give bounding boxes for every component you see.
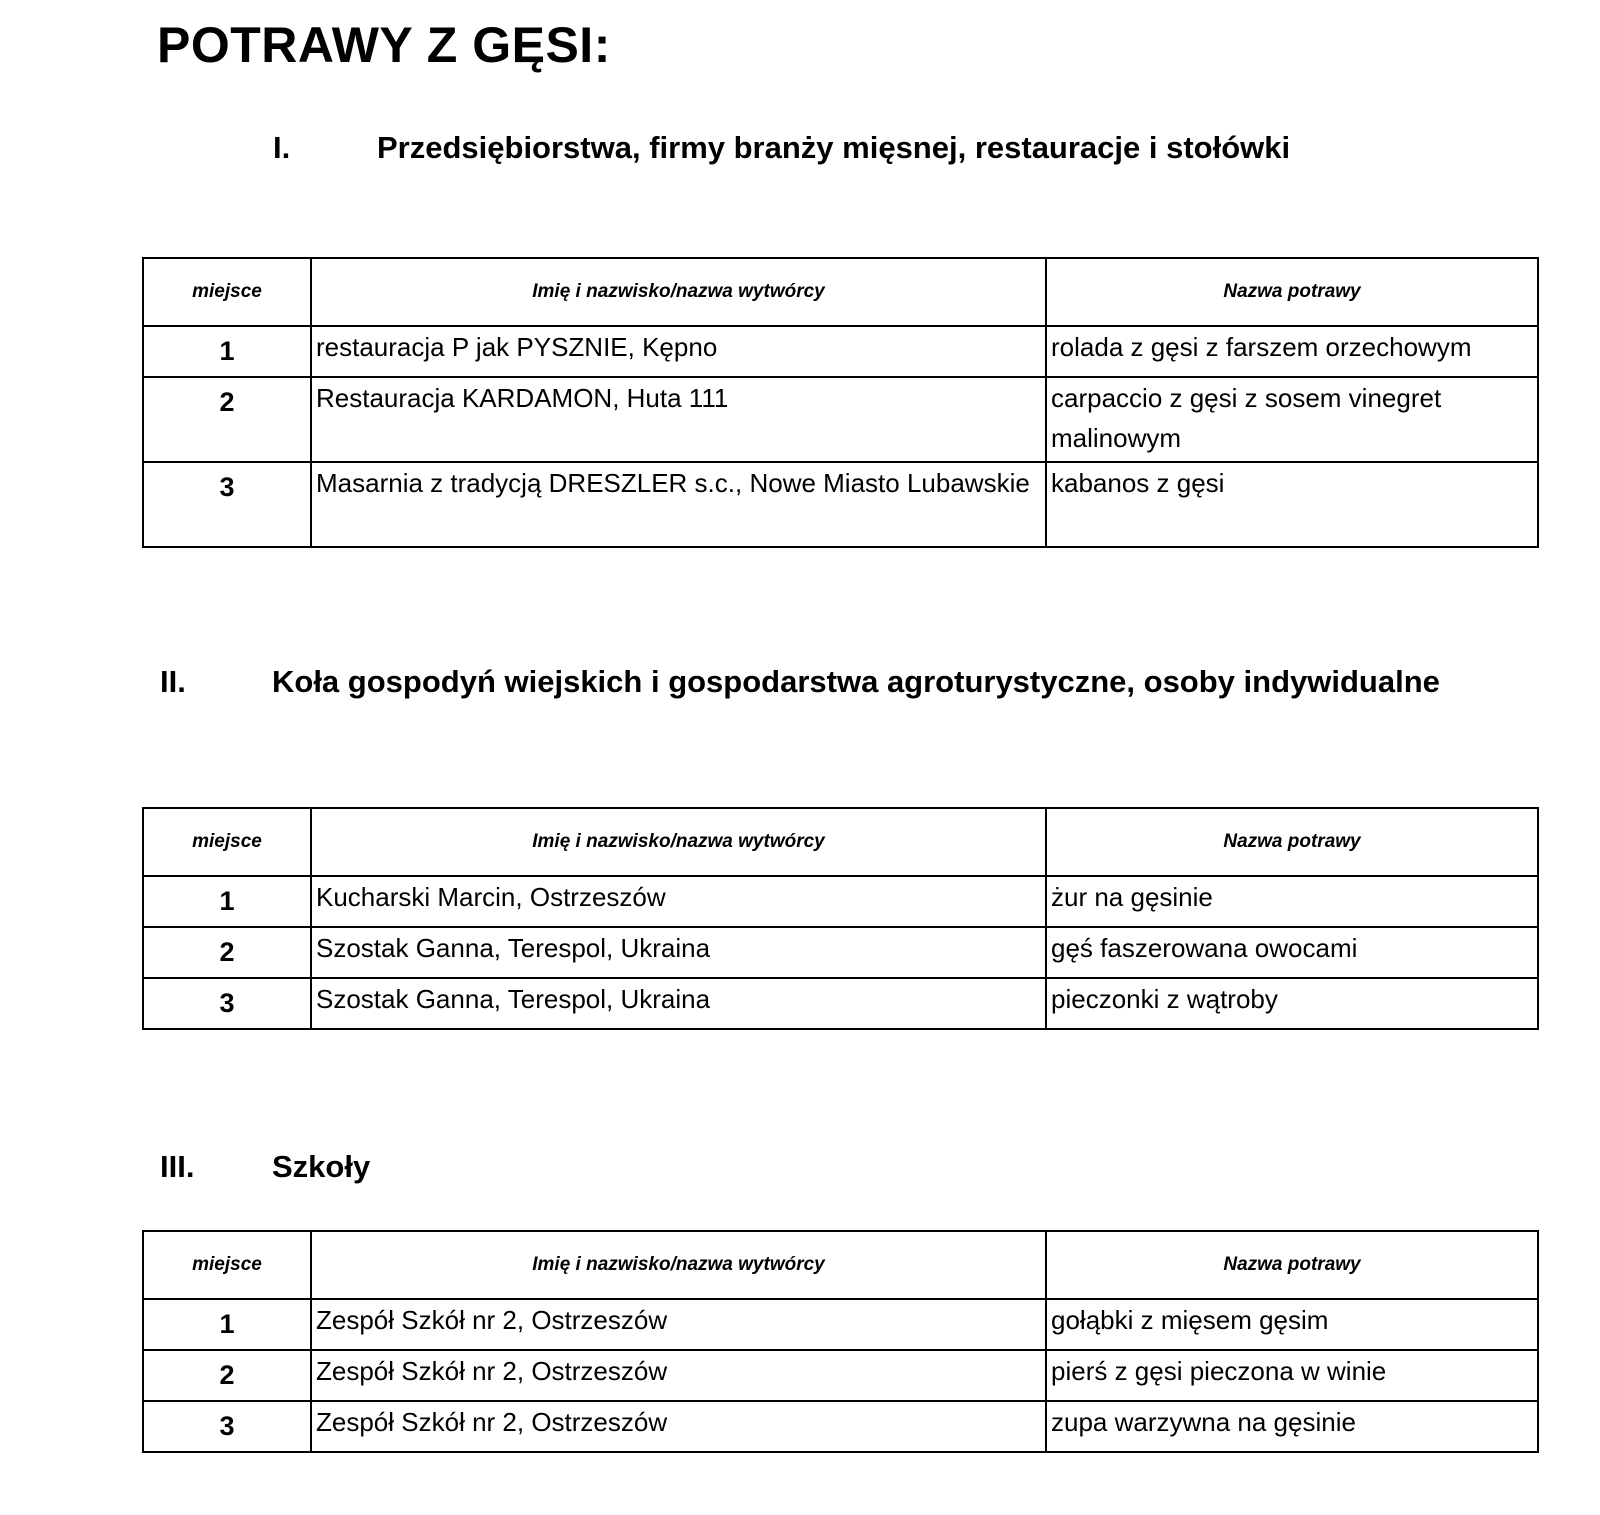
dish-cell: żur na gęsinie [1046, 876, 1538, 927]
producer-cell: Masarnia z tradycją DRESZLER s.c., Nowe Miasto Lubawskie [311, 462, 1046, 547]
results-table-1 [142, 257, 1539, 548]
producer-cell: Szostak Ganna, Terespol, Ukraina [311, 978, 1046, 1029]
section-title: Przedsiębiorstwa, firmy branży mięsnej, restauracje i stołówki [377, 130, 1291, 165]
producer-cell: Zespół Szkół nr 2, Ostrzeszów [311, 1350, 1046, 1401]
place-cell: 3 [143, 462, 311, 547]
section-number: II. [160, 664, 186, 699]
place-cell: 3 [143, 1401, 311, 1452]
column-header-producer: Imię i nazwisko/nazwa wytwórcy [311, 1231, 1046, 1299]
table-row [143, 927, 1538, 978]
table-header-row [143, 258, 1538, 326]
table-header-row [143, 1231, 1538, 1299]
table-row [143, 1401, 1538, 1452]
table-row [143, 1299, 1538, 1350]
column-header-place: miejsce [143, 258, 311, 326]
column-header-place: miejsce [143, 1231, 311, 1299]
table-row [143, 377, 1538, 462]
column-header-dish: Nazwa potrawy [1046, 808, 1538, 876]
section-heading-2 [160, 652, 1460, 712]
page-title: POTRAWY Z GĘSI: [157, 17, 611, 73]
column-header-producer: Imię i nazwisko/nazwa wytwórcy [311, 258, 1046, 326]
column-header-dish: Nazwa potrawy [1046, 258, 1538, 326]
producer-cell: Zespół Szkół nr 2, Ostrzeszów [311, 1401, 1046, 1452]
place-cell: 2 [143, 1350, 311, 1401]
dish-cell: pierś z gęsi pieczona w winie [1046, 1350, 1538, 1401]
place-cell: 1 [143, 326, 311, 377]
section-heading-3 [160, 1137, 370, 1197]
place-cell: 1 [143, 1299, 311, 1350]
section-heading-1 [273, 118, 1290, 178]
table-row [143, 978, 1538, 1029]
column-header-dish: Nazwa potrawy [1046, 1231, 1538, 1299]
dish-cell: kabanos z gęsi [1046, 462, 1538, 547]
dish-cell: gęś faszerowana owocami [1046, 927, 1538, 978]
table-row [143, 326, 1538, 377]
producer-cell: Restauracja KARDAMON, Huta 111 [311, 377, 1046, 462]
producer-cell: restauracja P jak PYSZNIE, Kępno [311, 326, 1046, 377]
results-table-2 [142, 807, 1539, 1030]
table-row [143, 1350, 1538, 1401]
producer-cell: Kucharski Marcin, Ostrzeszów [311, 876, 1046, 927]
section-title: Koła gospodyń wiejskich i gospodarstwa agroturystyczne, osoby indywidualne [272, 664, 1440, 699]
dish-cell: zupa warzywna na gęsinie [1046, 1401, 1538, 1452]
column-header-place: miejsce [143, 808, 311, 876]
place-cell: 3 [143, 978, 311, 1029]
place-cell: 2 [143, 927, 311, 978]
column-header-producer: Imię i nazwisko/nazwa wytwórcy [311, 808, 1046, 876]
place-cell: 1 [143, 876, 311, 927]
table-row [143, 462, 1538, 547]
dish-cell: gołąbki z mięsem gęsim [1046, 1299, 1538, 1350]
table-header-row [143, 808, 1538, 876]
dish-cell: pieczonki z wątroby [1046, 978, 1538, 1029]
section-title: Szkoły [272, 1149, 371, 1184]
results-table-3 [142, 1230, 1539, 1453]
producer-cell: Szostak Ganna, Terespol, Ukraina [311, 927, 1046, 978]
producer-cell: Zespół Szkół nr 2, Ostrzeszów [311, 1299, 1046, 1350]
section-number: I. [273, 130, 291, 165]
dish-cell: carpaccio z gęsi z sosem vinegret malinowym [1046, 377, 1538, 462]
table-row [143, 876, 1538, 927]
dish-cell: rolada z gęsi z farszem orzechowym [1046, 326, 1538, 377]
place-cell: 2 [143, 377, 311, 462]
section-number: III. [160, 1149, 195, 1184]
